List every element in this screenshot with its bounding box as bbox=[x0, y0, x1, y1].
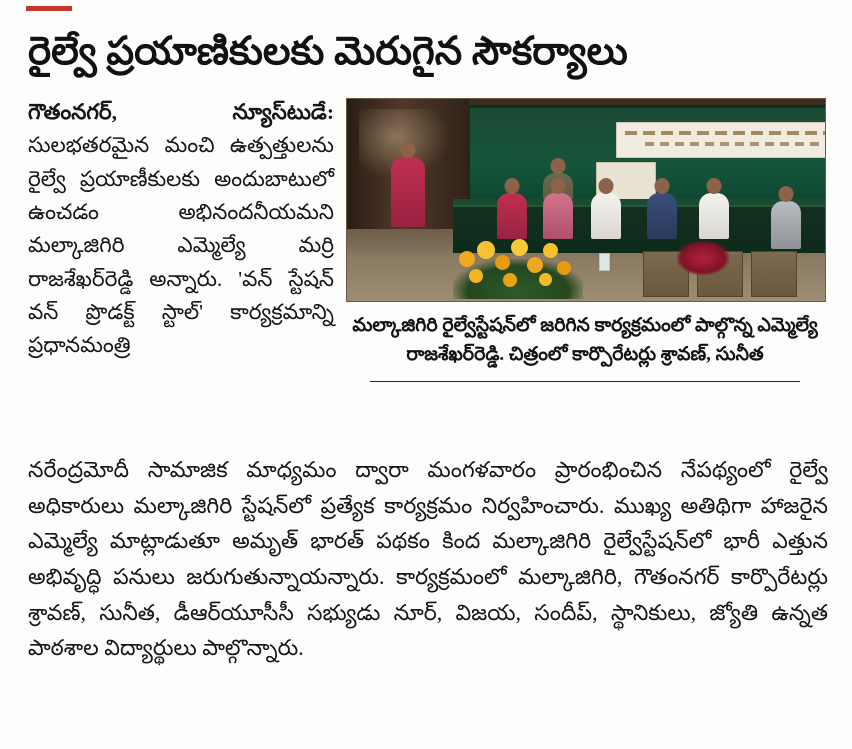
article-left-column bbox=[28, 96, 334, 363]
intro-text: సులభతరమైన మంచి ఉత్పత్తులను రైల్వే ప్రయాణీకులకు అందుబాటులో ఉంచడం అభినందనీయమని మల్కాజిగిరి ఎమ్మెల్యే మర్రి రాజశేఖర్‌రెడ్డి అన్నారు. 'వన్ స్టేషన్ వన్ ప్రొడక్ట్ స్టాల్' కార్యక్రమాన్ని ప్రధానమంత్రి bbox=[28, 133, 334, 358]
photo-water-bottle-1 bbox=[599, 253, 610, 271]
photo-person-seated-5 bbox=[699, 193, 729, 239]
photo-person-head bbox=[551, 158, 566, 174]
dateline: గౌతంనగర్, న్యూస్‌టుడే: bbox=[28, 100, 334, 124]
photo-chair-3 bbox=[751, 251, 797, 297]
page-title: రైల్వే ప్రయాణికులకు మెరుగైన సౌకర్యాలు bbox=[28, 30, 628, 73]
photo-flower-bouquet bbox=[677, 241, 729, 275]
photo-banner-text bbox=[616, 122, 826, 158]
caption-divider bbox=[370, 381, 800, 382]
photo-person-head bbox=[551, 178, 566, 194]
photo-person-seated-6 bbox=[771, 201, 801, 249]
article-top-block bbox=[28, 96, 824, 456]
intro-paragraph bbox=[28, 96, 334, 363]
photo-person-seated-4 bbox=[647, 193, 677, 239]
photo-person-head bbox=[401, 142, 416, 158]
top-accent-rule bbox=[26, 6, 72, 11]
article-bottom-block bbox=[28, 452, 828, 666]
photo-person-standing-sari bbox=[391, 157, 425, 227]
photo-person-head bbox=[707, 178, 722, 194]
body-paragraph: నరేంద్రమోదీ సామాజిక మాధ్యమం ద్వారా మంగళవారం ప్రారంభించిన నేపథ్యంలో రైల్వే అధికారులు మల్కాజిగిరి స్టేషన్‌లో ప్రత్యేక కార్యక్రమం నిర్వహించారు. ముఖ్య అతిథిగా హాజరైన ఎమ్మెల్యే మాట్లాడుతూ అమృత్ భారత్ పథకం కింద మల్కాజిగిరి రైల్వేస్టేషన్‌లో భారీ ఎత్తున అభివృద్ధి పనులు జరుగుతున్నాయన్నారు. కార్యక్రమంలో మల్కాజిగిరి, గౌతంనగర్ కార్పొరేటర్లు శ్రావణ్, సునీత, డీఆర్‌యూసీసీ సభ్యుడు నూర్, విజయ, సందీప్, స్థానికులు, జ్యోతి ఉన్నత పాఠశాల విద్యార్థులు పాల్గొన్నారు. bbox=[28, 457, 828, 661]
photo-person-head bbox=[655, 178, 670, 194]
photo-person-seated-3 bbox=[591, 193, 621, 239]
photo-person-head bbox=[505, 178, 520, 194]
event-dais-photo bbox=[346, 98, 826, 302]
photo-person-head bbox=[779, 186, 794, 202]
photo-caption: మల్కాజిగిరి రైల్వేస్టేషన్‌లో జరిగిన కార్యక్రమంలో పాల్గొన్న ఎమ్మెల్యే రాజశేఖర్‌రెడ్డి. చిత్రంలో కార్పొరేటర్లు శ్రావణ్, సునీత bbox=[352, 315, 818, 365]
article-content bbox=[28, 96, 824, 456]
photo-person-head bbox=[599, 178, 614, 194]
photo-marigold-garland bbox=[455, 233, 577, 295]
photo-block bbox=[346, 98, 824, 382]
photo-green-backdrop bbox=[467, 105, 826, 207]
